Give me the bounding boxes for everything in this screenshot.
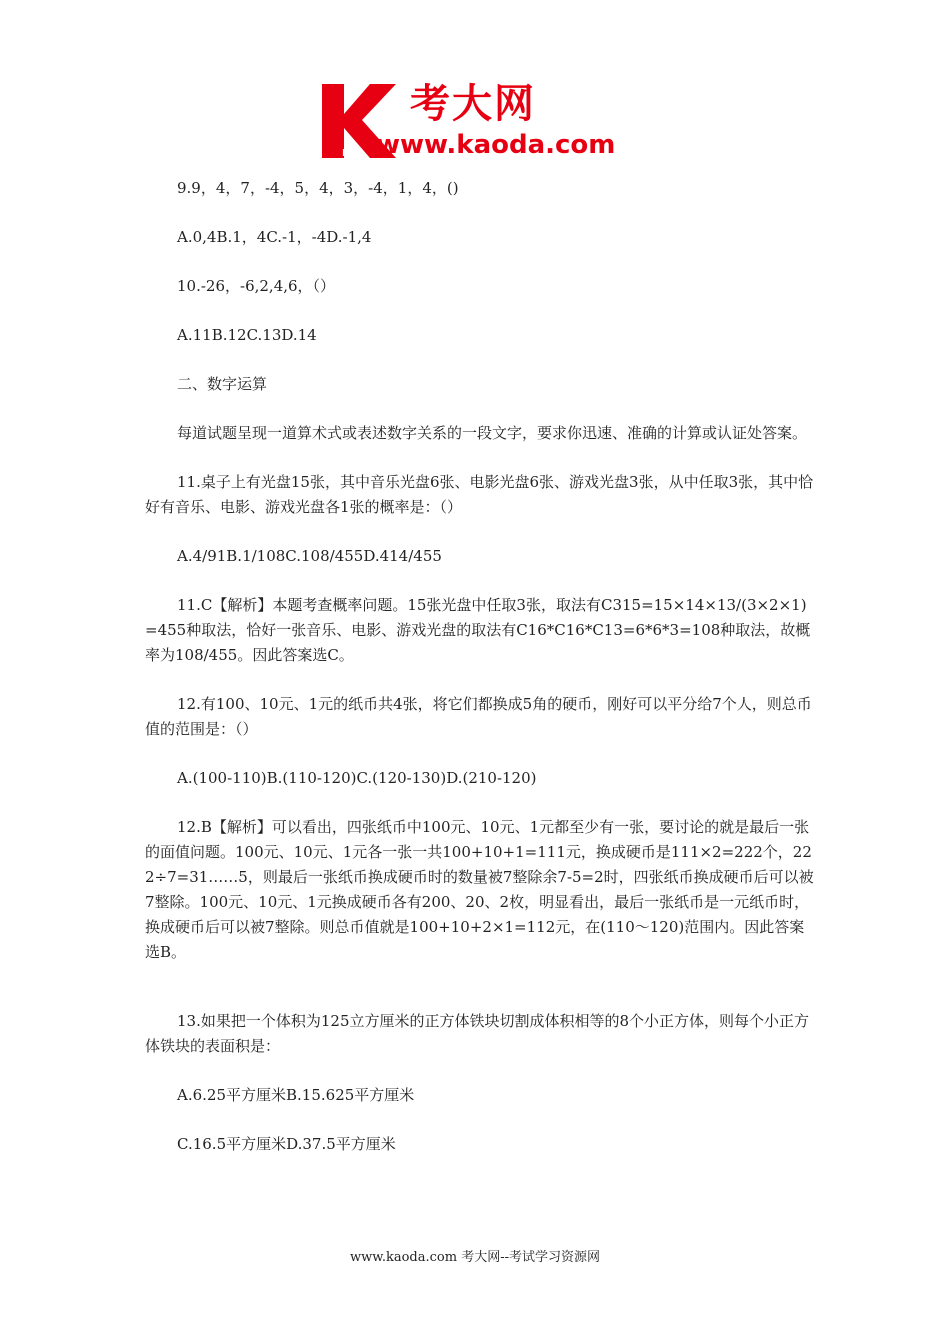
section-heading: 二、数字运算 xyxy=(177,375,268,393)
logo-site-name: 考大网 xyxy=(410,81,536,127)
logo-letter: K xyxy=(342,148,350,159)
question-13-options-ab: A.6.25平方厘米B.15.625平方厘米 xyxy=(177,1086,415,1104)
kaoda-logo xyxy=(318,80,638,162)
question-13-options-cd: C.16.5平方厘米D.37.5平方厘米 xyxy=(177,1135,396,1153)
question-10: 10.-26，-6,2,4,6，（） xyxy=(177,277,336,295)
question-11-options: A.4/91B.1/108C.108/455D.414/455 xyxy=(177,547,442,565)
question-9-options: A.0,4B.1，4C.-1，-4D.-1,4 xyxy=(177,228,372,246)
question-12-explanation: 12.B【解析】可以看出，四张纸币中100元、10元、1元都至少有一张，要讨论的就是最后一张的面值问题。100元、10元、1元各一张一共100+10+1=111元，换成硬币是111×2=222个，222÷7=31……5，则最后一张纸币换成硬币时的数量被7整除余7-5=2时，四张纸币换成硬币后可以被7整除。100元、10元、1元换成硬币各有200、20、2枚，明显看出，最后一张纸币是一元纸币时，换成硬币后可以被7整除。则总币值就是100+10+2×1=112元，在(110～120)范围内。因此答案选B。 xyxy=(145,818,814,961)
question-13: 13.如果把一个体积为125立方厘米的正方体铁块切割成体积相等的8个小正方体，则每个小正方体铁块的表面积是： xyxy=(145,1012,810,1055)
question-11-explanation: 11.C【解析】本题考查概率问题。15张光盘中任取3张，取法有C315=15×14×13/(3×2×1)=455种取法，恰好一张音乐、电影、游戏光盘的取法有C16*C16*C13=6*6*3=108种取法，故概率为108/455。因此答案选C。 xyxy=(145,596,811,664)
question-11: 11.桌子上有光盘15张，其中音乐光盘6张、电影光盘6张、游戏光盘3张，从中任取3张，其中恰好有音乐、电影、游戏光盘各1张的概率是：（） xyxy=(145,473,814,516)
question-12-options: A.(100-110)B.(110-120)C.(120-130)D.(210-120) xyxy=(177,769,537,787)
document-body xyxy=(145,176,815,1181)
page-footer: www.kaoda.com 考大网--考试学习资源网 xyxy=(350,1250,600,1265)
question-9: 9.9，4，7，-4，5，4，3，-4，1，4，() xyxy=(177,179,459,197)
question-12: 12.有100、10元、1元的纸币共4张，将它们都换成5角的硬币，刚好可以平分给7个人，则总币值的范围是：（） xyxy=(145,695,812,738)
question-10-options: A.11B.12C.13D.14 xyxy=(177,326,317,344)
section-instructions: 每道试题呈现一道算术式或表述数字关系的一段文字，要求你迅速、准确的计算或认证处答案。 xyxy=(177,424,808,442)
logo-url: www.kaoda.com xyxy=(376,130,616,160)
